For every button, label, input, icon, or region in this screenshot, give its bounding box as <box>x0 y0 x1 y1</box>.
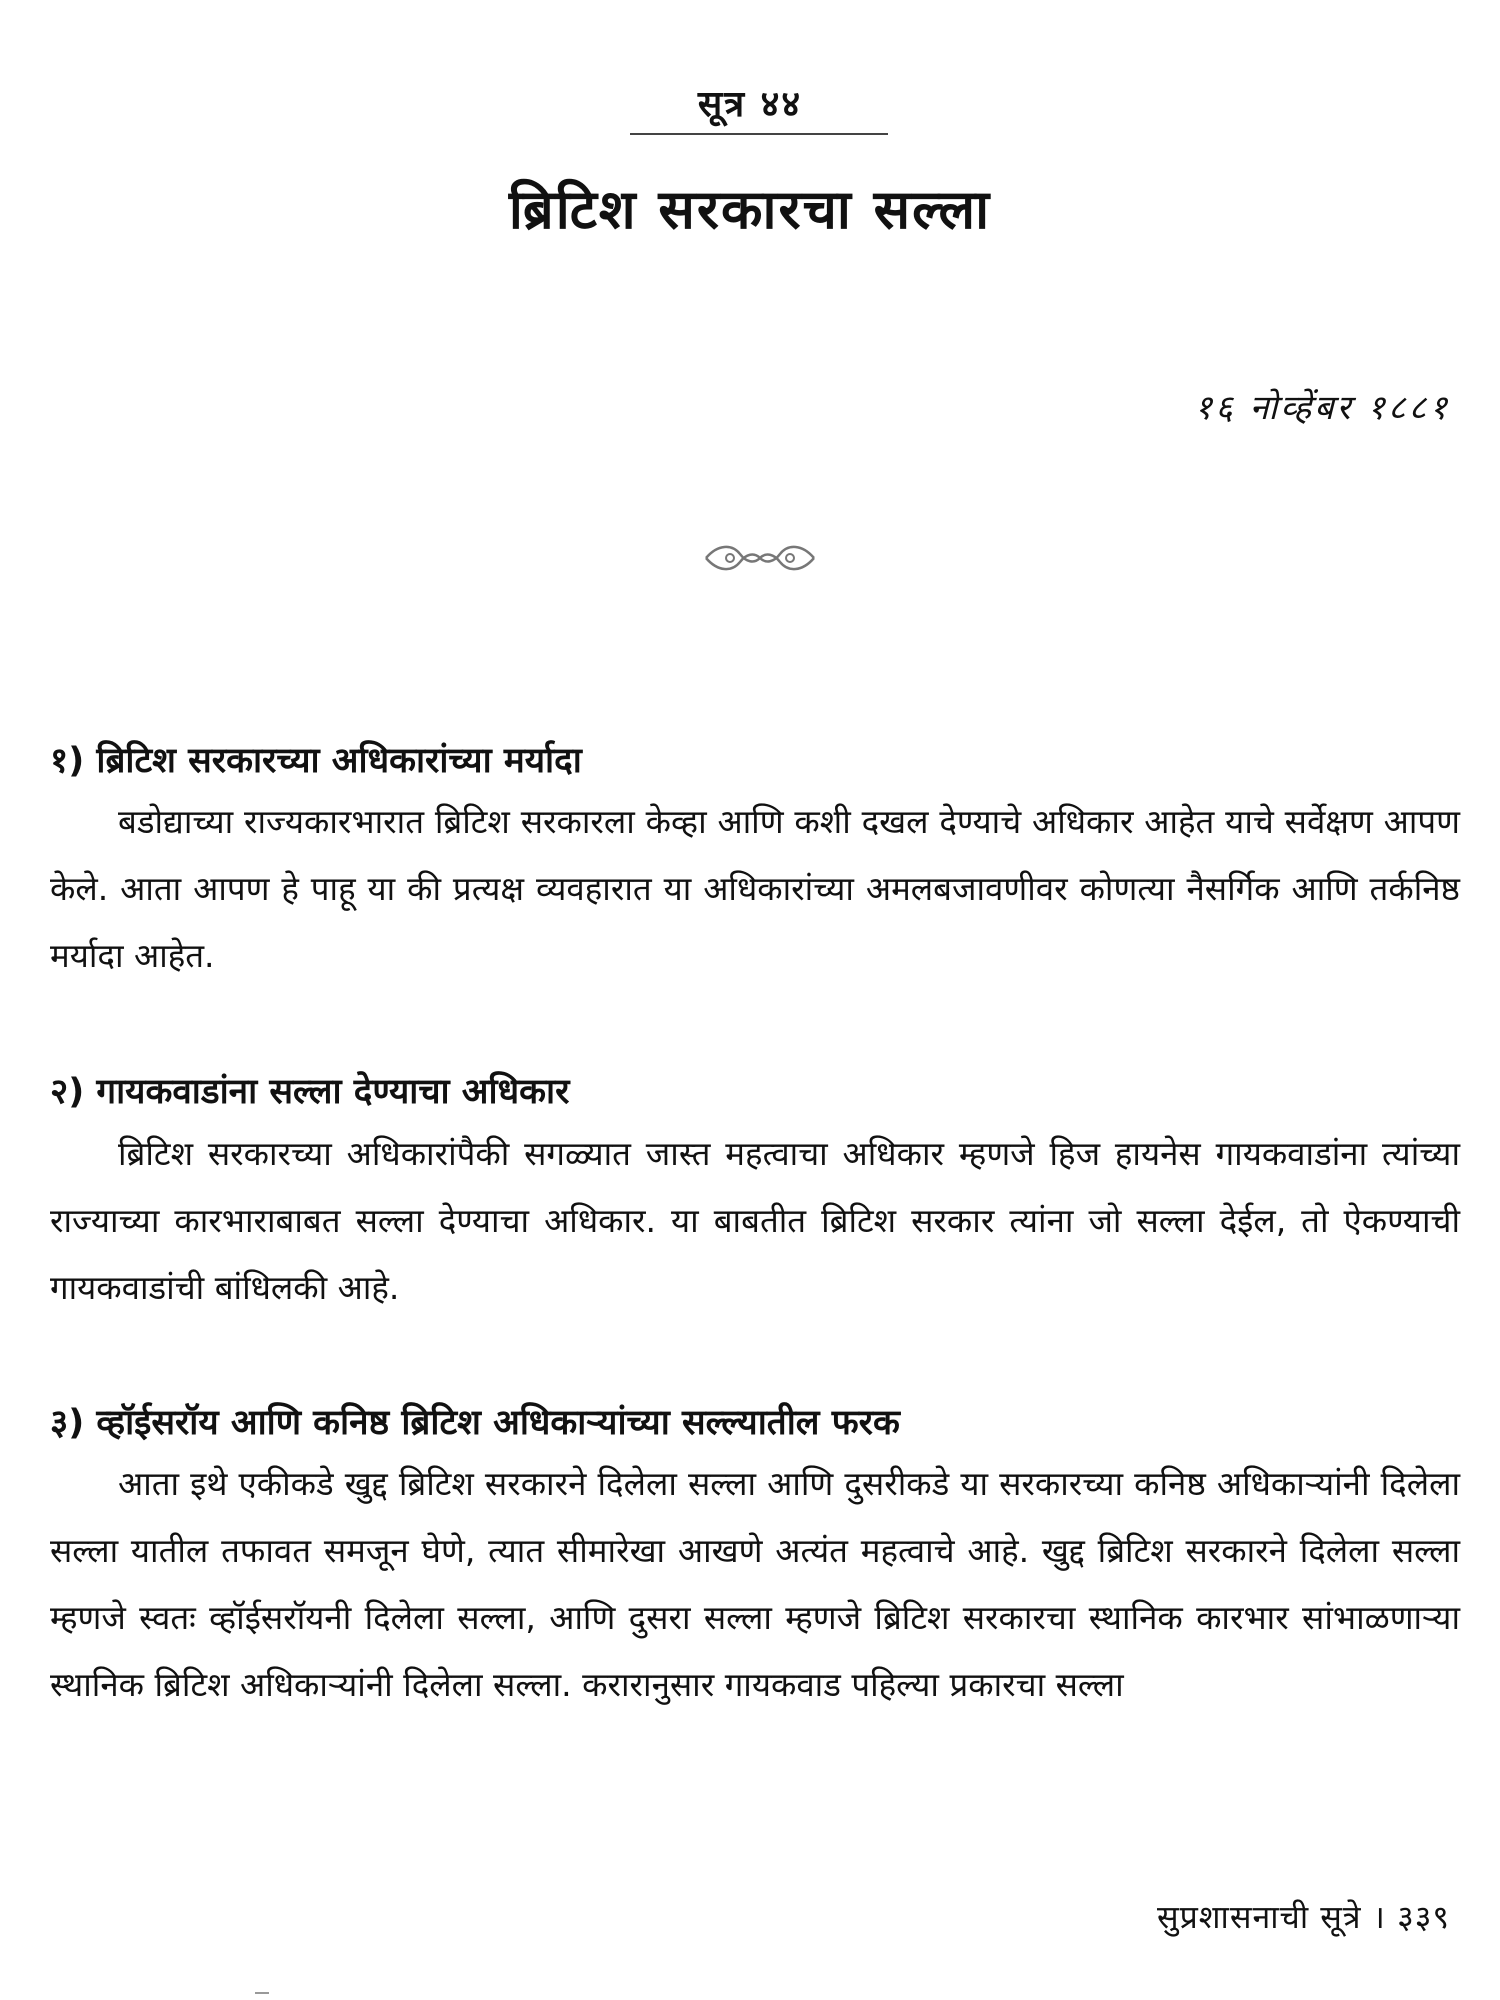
section-heading-2: २) गायकवाडांना सल्ला देण्याचा अधिकार <box>50 1072 570 1112</box>
ornament-divider-icon <box>700 540 820 576</box>
book-title: सुप्रशासनाची सूत्रे <box>1156 1898 1362 1936</box>
section-body-3: आता इथे एकीकडे खुद्द ब्रिटिश सरकारने दिलेला सल्ला आणि दुसरीकडे या सरकारच्या कनिष्ठ अधिकाऱ्यांनी दिलेला सल्ला यातील तफावत समजून घेणे, त्यात सीमारेखा आखणे अत्यंत महत्वाचे आहे. खुद्द ब्रिटिश सरकारने दिलेला सल्ला म्हणजे स्वतः व्हॉईसरॉयनी दिलेला सल्ला, आणि दुसरा सल्ला म्हणजे ब्रिटिश सरकारचा स्थानिक कारभार सांभाळणाऱ्या स्थानिक ब्रिटिश अधिकाऱ्यांनी दिलेला सल्ला. करारानुसार गायकवाड पहिल्या प्रकारचा सल्ला <box>50 1464 1460 1704</box>
footer-separator: । <box>1372 1898 1386 1936</box>
sutra-underline <box>630 133 888 135</box>
section-heading-1: १) ब्रिटिश सरकारच्या अधिकारांच्या मर्यादा <box>50 741 582 781</box>
page-footer <box>1157 1895 1450 1938</box>
section-body-1: बडोद्याच्या राज्यकारभारात ब्रिटिश सरकारला केव्हा आणि कशी दखल देण्याचे अधिकार आहेत याचे सर्वेक्षण आपण केले. आता आपण हे पाहू या की प्रत्यक्ष व्यवहारात या अधिकारांच्या अमलबजावणीवर कोणत्या नैसर्गिक आणि तर्कनिष्ठ मर्यादा आहेत. <box>50 802 1460 975</box>
sutra-number: सूत्र ४४ <box>697 84 803 125</box>
page-number: ३३९ <box>1397 1898 1450 1936</box>
scan-mark <box>255 1992 269 1994</box>
chapter-title: ब्रिटिश सरकारचा सल्ला <box>508 178 992 241</box>
section-body-2: ब्रिटिश सरकारच्या अधिकारांपैकी सगळ्यात जास्त महत्वाचा अधिकार म्हणजे हिज हायनेस गायकवाडांना त्यांच्या राज्याच्या कारभाराबाबत सल्ला देण्याचा अधिकार. या बाबतीत ब्रिटिश सरकार त्यांना जो सल्ला देईल, तो ऐकण्याची गायकवाडांची बांधिलकी आहे. <box>50 1134 1460 1307</box>
section-heading-3: ३) व्हॉईसरॉय आणि कनिष्ठ ब्रिटिश अधिकाऱ्यांच्या सल्ल्यातील फरक <box>50 1403 900 1443</box>
date-line: १६ नोव्हेंबर १८८१ <box>1194 388 1450 428</box>
